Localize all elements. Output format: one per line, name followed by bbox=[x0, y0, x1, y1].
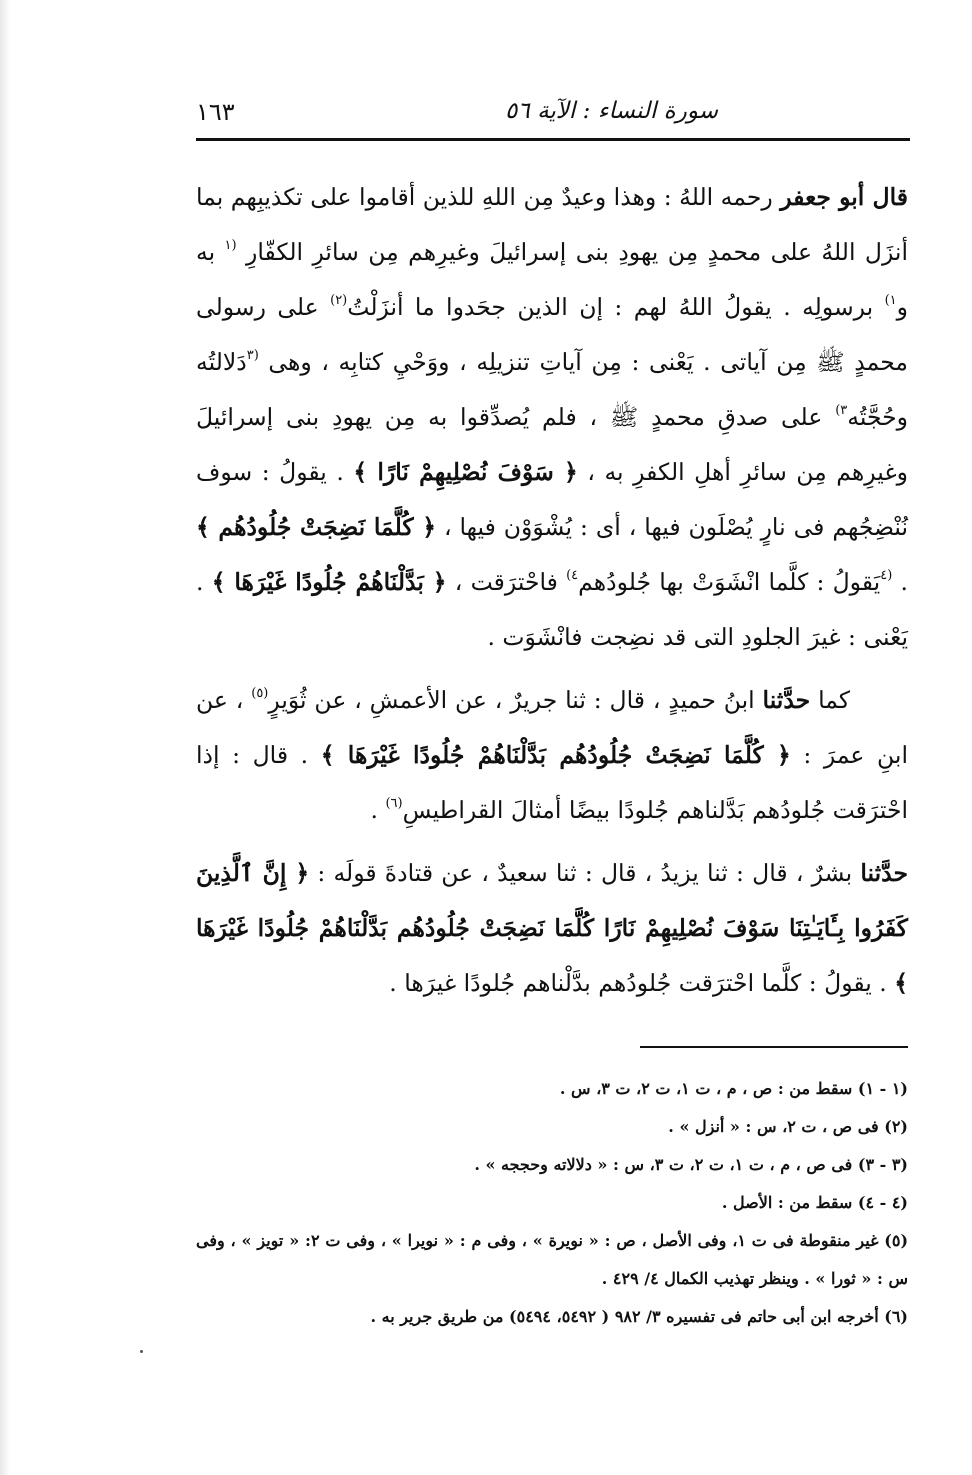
text-run: ابنُ حميدٍ ، قال : ثنا جريرٌ ، عن الأعمشِ ، عن ثُوَيرٍ bbox=[268, 686, 763, 714]
quran-verse: ﴿ بَدَّلْنَاهُمْ جُلُودًا غَيْرَهَا ﴾ bbox=[211, 568, 447, 596]
footnote-rule bbox=[640, 1046, 908, 1048]
footnote-marker: ٣) bbox=[835, 403, 848, 419]
quran-verse: ﴿ كُلَّمَا نَضِجَتْ جُلُودُهُم بَدَّلْنَاهُمْ جُلُودًا غَيْرَهَا ﴾ bbox=[320, 741, 791, 769]
footnote: (٥) غير منقوطة فى ت ١، وفى الأصل ، ص : « نويرة » ، وفى م : « نويرا » ، وفى ت ٢: « تويز » ، وفى س : « ثورا » . وينظر تهذيب الكمال ٤/ ٤٢٩ . bbox=[196, 1231, 908, 1288]
footnote: (١ - ١) سقط من : ص ، م ، ت ١، ت ٢، ت ٣، س . bbox=[559, 1079, 908, 1098]
quran-verse: ﴿ سَوْفَ نُصْلِيهِمْ نَارًا ﴾ bbox=[353, 458, 578, 486]
text-run: . يقولُ : كلَّما احْترَقت جُلودُهم بدَّلْناهم جُلودًا غيرَها . bbox=[389, 969, 895, 997]
footnote-marker: (٥) bbox=[251, 686, 269, 702]
main-text bbox=[196, 170, 908, 1011]
footnote-marker: ٤) bbox=[566, 568, 579, 584]
running-title: سورة النساء : الآية ٥٦ bbox=[505, 98, 718, 124]
text-run: على رسولى محمدٍ ﷺ مِن آياتى . يَعْنى : مِن آياتِ تنزيلِه ، ووَحْيِ كتابِه ، وهى bbox=[196, 293, 908, 376]
scan-speck bbox=[140, 1350, 143, 1353]
footnote-marker: (٣ bbox=[246, 348, 259, 364]
text-run: . قال : إذا احْترَقت جُلودُهم بَدَّلناهم جُلودًا بيضًا أمثالَ القراطيسِ bbox=[196, 741, 908, 824]
text-run: فاحْترَقت ، bbox=[446, 568, 567, 596]
footnote: (٤ - ٤) سقط من : الأصل . bbox=[721, 1193, 908, 1212]
quran-verse: ﴿ إِنَّ ٱلَّذِينَ كَفَرُوا بِـَٔايَـٰتِنَا سَوْفَ نُصْلِيهِمْ نَارًا كُلَّمَا نَضِجَتْ جُلُودُهُم بَدَّلْنَاهُمْ جُلُودًا غَيْرَهَا ﴾ bbox=[196, 859, 908, 997]
footnote-marker: (١ bbox=[224, 238, 237, 254]
text-run: يَقولُ : كلَّما انْشَوَتْ بها جُلودُهم bbox=[578, 568, 881, 596]
footnote-marker: (٦) bbox=[385, 796, 403, 812]
text-run: دَلالتُه وحُجَّتُه bbox=[196, 348, 908, 431]
footnote: (٣ - ٣) فى ص ، م ، ت ١، ت ٢، ت ٣، س : « دلالاته وحججه » . bbox=[474, 1155, 908, 1174]
page-header bbox=[196, 88, 908, 136]
text-run: على صدقِ محمدٍ ﷺ ، فلم يُصدِّقوا به مِن يهودِ بنى إسرائيلَ وغيرِهم مِن سائرِ أهلِ الكفرِ به ، bbox=[196, 403, 909, 486]
footnotes bbox=[196, 1070, 908, 1336]
footnote: (٢) فى ص ، ت ٢، س : « أنزل » . bbox=[668, 1117, 908, 1136]
paragraph bbox=[196, 846, 908, 1011]
text-run: به و bbox=[196, 238, 908, 321]
footnote-marker: (٢) bbox=[330, 293, 348, 309]
text-run: . يقولُ : سوف نُنْضِجُهم فى نارٍ يُصْلَون فيها ، أى : يُشْوَوْن فيها ، bbox=[196, 458, 908, 541]
paragraph bbox=[196, 673, 908, 838]
header-rule bbox=[196, 138, 910, 141]
footnote: (٦) أخرجه ابن أبى حاتم فى تفسيره ٣/ ٩٨٢ ( ٥٤٩٢، ٥٤٩٤) من طريق جرير به . bbox=[370, 1307, 908, 1326]
isnad-keyword: قال أبو جعفر bbox=[780, 183, 908, 211]
text-run: . bbox=[370, 796, 386, 824]
footnote-marker: ١) bbox=[884, 293, 897, 309]
text-run: رحمه اللهُ : وهذا وعيدٌ مِن اللهِ للذين أقاموا على تكذيبِهم بما أنزَل اللهُ على محمدٍ مِن يهودِ بنى إسرائيلَ وغيرِهم مِن سائرِ الكفّارِ bbox=[196, 183, 908, 266]
text-run: ، عن ابنِ عمرَ : bbox=[196, 686, 908, 769]
paragraph bbox=[196, 170, 908, 665]
page-number: ١٦٣ bbox=[196, 98, 235, 126]
text-run: . bbox=[892, 568, 908, 596]
text-run: برسولِه . يقولُ اللهُ لهم : إن الذين جحَدوا ما أنزَلْتُ bbox=[347, 293, 885, 321]
text-run: كما bbox=[810, 686, 851, 714]
scan-edge bbox=[0, 0, 10, 1475]
isnad-keyword: حدَّثنا bbox=[762, 686, 811, 714]
isnad-keyword: حدَّثنا bbox=[860, 859, 908, 887]
text-run: بشرٌ ، قال : ثنا يزيدُ ، قال : ثنا سعيدٌ ، عن قتادةَ قولَه : bbox=[309, 859, 861, 887]
text-run: . يَعْنى : غيرَ الجلودِ التى قد نضِجت فانْشَوَت . bbox=[196, 568, 908, 651]
footnote-marker: (٤ bbox=[880, 568, 893, 584]
quran-verse: ﴿ كُلَّمَا نَضِجَتْ جُلُودُهُم ﴾ bbox=[196, 513, 437, 541]
